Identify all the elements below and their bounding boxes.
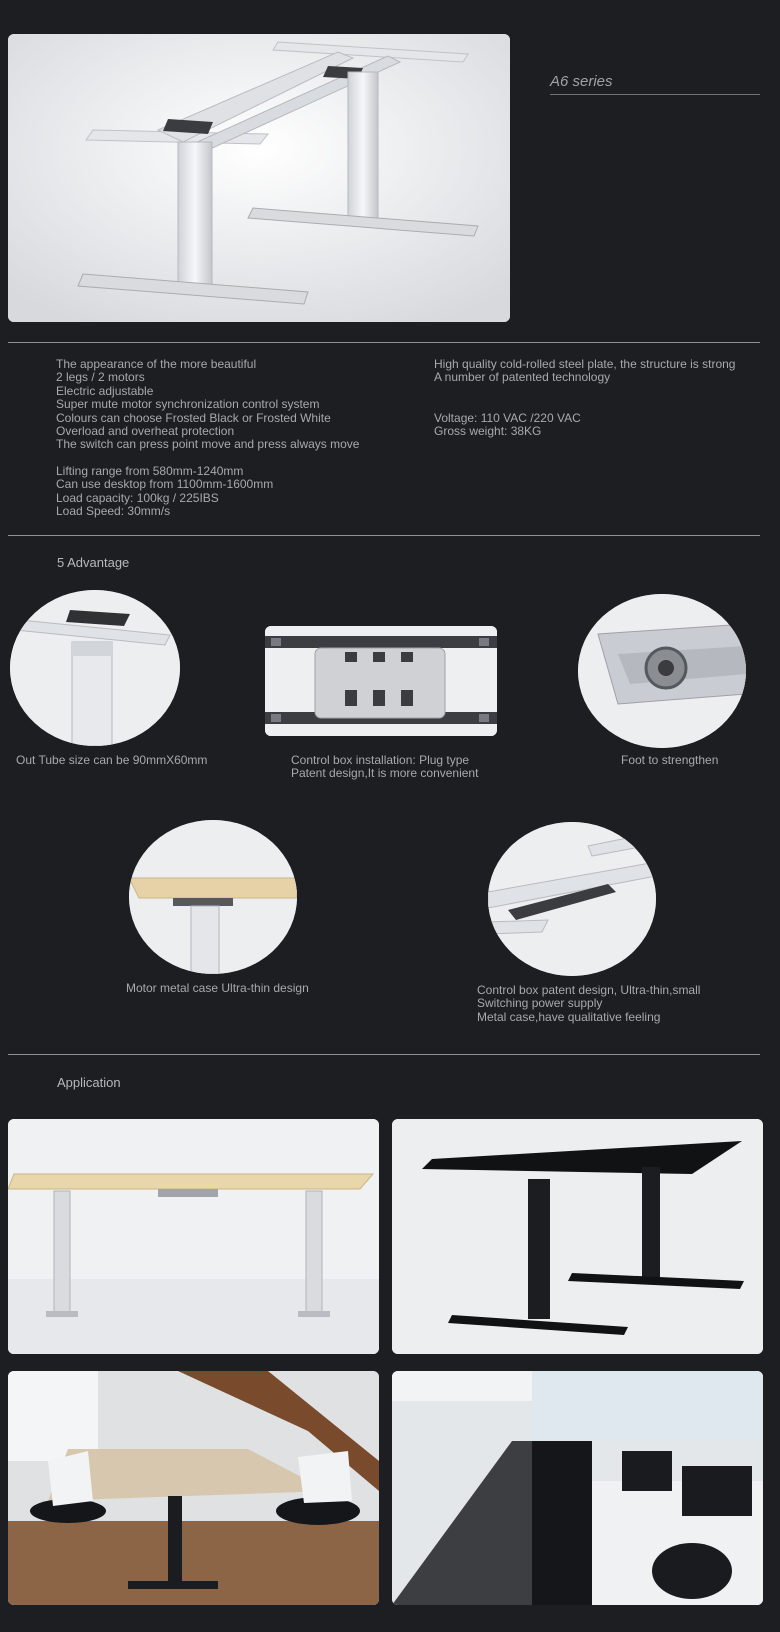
divider-1 bbox=[8, 342, 760, 343]
advantage-caption-2 bbox=[291, 754, 478, 781]
spec-line: Lifting range from 580mm-1240mm bbox=[56, 463, 244, 478]
spec-line: Voltage: 110 VAC /220 VAC bbox=[434, 410, 581, 425]
spec-line: Load capacity: 100kg / 225IBS bbox=[56, 490, 219, 505]
feature-line: 2 legs / 2 motors bbox=[56, 370, 145, 385]
application-black-desk-image bbox=[392, 1119, 763, 1354]
caption-line: Out Tube size can be 90mmX60mm bbox=[16, 753, 208, 767]
series-title: A6 series bbox=[550, 73, 613, 90]
application-title: Application bbox=[57, 1075, 121, 1090]
feature-line: High quality cold-rolled steel plate, the structure is strong bbox=[434, 357, 736, 371]
divider-2 bbox=[8, 535, 760, 536]
spec-line: Gross weight: 38KG bbox=[434, 424, 542, 439]
caption-line: Motor metal case Ultra-thin design bbox=[126, 981, 309, 995]
hero-desk-frame-image bbox=[8, 34, 510, 322]
application-white-desk-image bbox=[8, 1119, 379, 1354]
caption-line: Control box patent design, Ultra-thin,small bbox=[477, 983, 701, 997]
advantage-caption-3 bbox=[621, 754, 718, 767]
advantage-foot-image bbox=[578, 594, 746, 748]
feature-line: Overload and overheat protection bbox=[56, 424, 235, 439]
series-title-underline bbox=[550, 94, 760, 95]
advantage-caption-5 bbox=[477, 984, 700, 1024]
feature-line: A number of patented technology bbox=[434, 370, 611, 385]
advantage-out-tube-image bbox=[10, 590, 180, 746]
feature-line: The appearance of the more beautiful bbox=[56, 357, 257, 371]
feature-line: Colours can choose Frosted Black or Frosted White bbox=[56, 410, 331, 425]
caption-line: Control box installation: Plug type bbox=[291, 753, 470, 767]
caption-line: Foot to strengthen bbox=[621, 753, 719, 767]
feature-line: Electric adjustable bbox=[56, 383, 154, 398]
advantage-caption-4 bbox=[126, 982, 309, 995]
caption-line: Switching power supply bbox=[477, 996, 603, 1011]
caption-line: Metal case,have qualitative feeling bbox=[477, 1009, 661, 1024]
divider-3 bbox=[8, 1054, 760, 1055]
application-meeting-room-image bbox=[8, 1371, 379, 1605]
advantages-title: 5 Advantage bbox=[57, 555, 130, 570]
advantage-control-box-image bbox=[265, 626, 497, 736]
caption-line: Patent design,It is more convenient bbox=[291, 766, 479, 781]
features-left-column bbox=[56, 358, 359, 518]
application-office-image bbox=[392, 1371, 763, 1605]
advantage-control-box-underside-image bbox=[488, 822, 656, 976]
features-right-column bbox=[434, 358, 735, 439]
spec-line: Can use desktop from 1100mm-1600mm bbox=[56, 477, 274, 492]
advantage-caption-1 bbox=[16, 754, 207, 767]
feature-line: The switch can press point move and press always move bbox=[56, 437, 360, 452]
spec-line: Load Speed: 30mm/s bbox=[56, 504, 171, 519]
advantage-motor-image bbox=[129, 820, 297, 974]
feature-line: Super mute motor synchronization control system bbox=[56, 397, 320, 412]
